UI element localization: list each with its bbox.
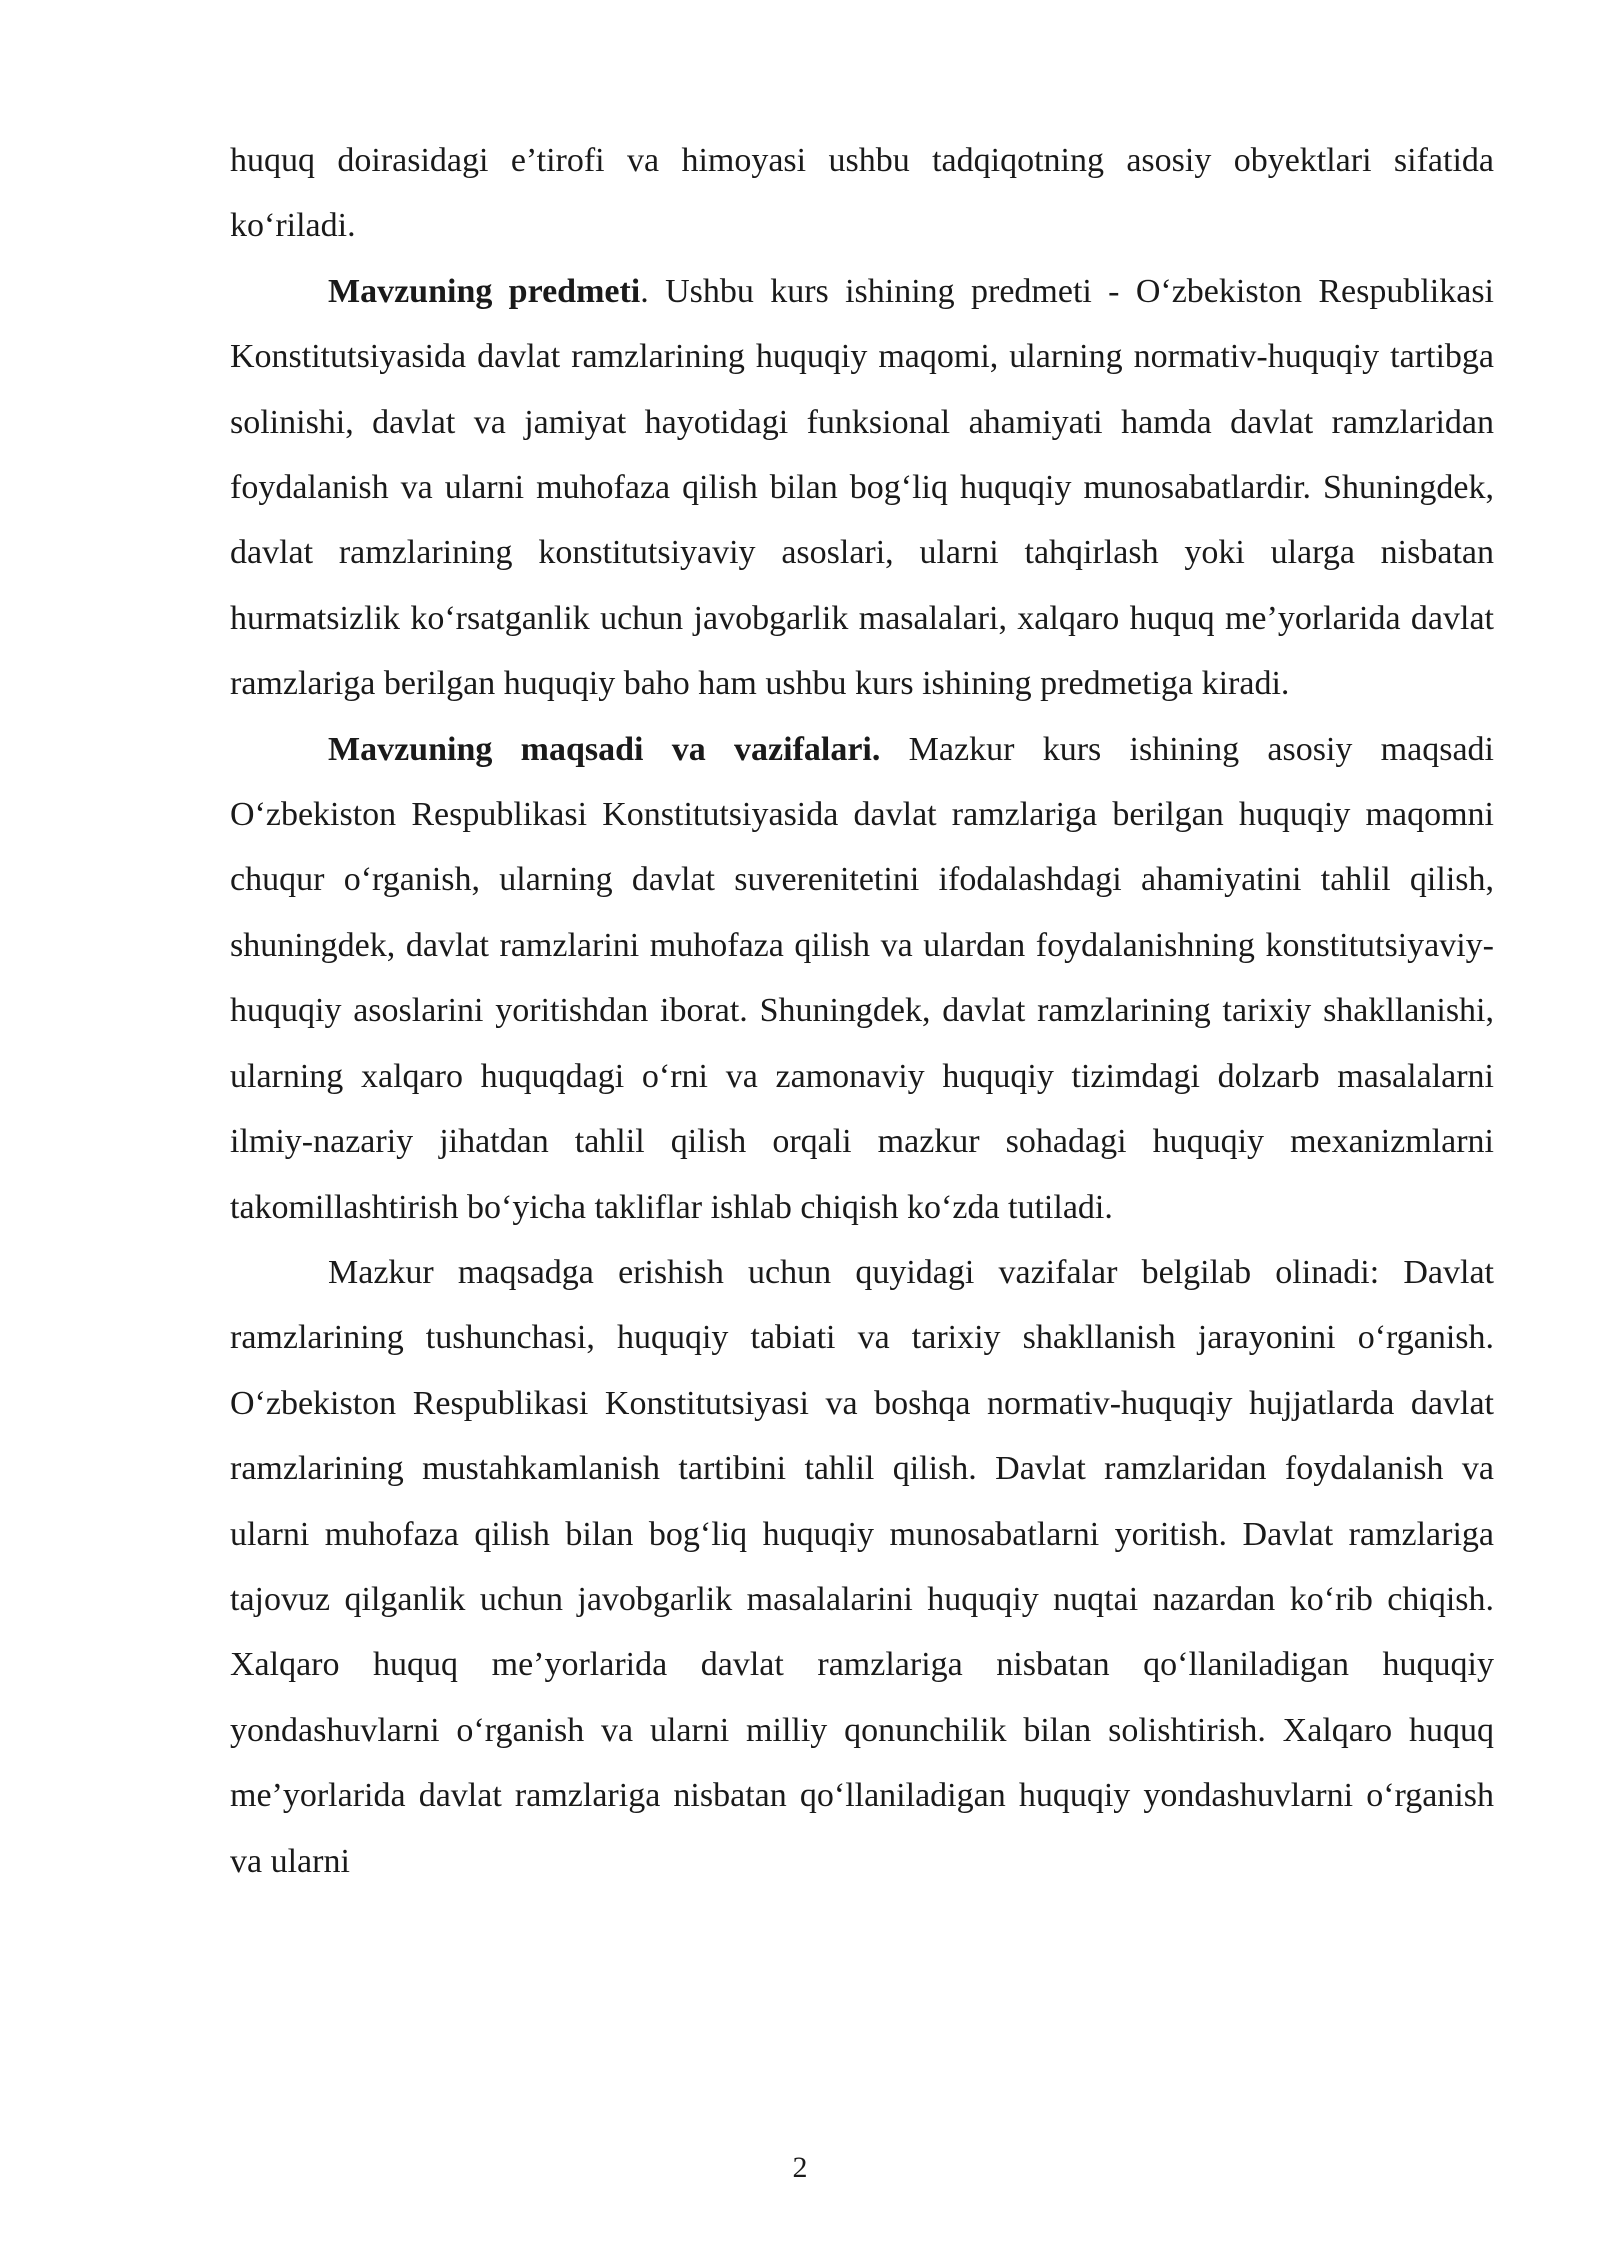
paragraph-text: Mazkur kurs ishining asosiy maqsadi O‘zbekiston Respublikasi Konstitutsiyasida davlat ramzlariga berilgan huquqiy maqomni chuqur o‘rganish, ularning davlat suverenitetini ifodalashdagi ahamiyatini tahlil qilish, shuningdek, davlat ramzlarini muhofaza qilish va ulardan foydalanishning konstitutsiyaviy-huquqiy asoslarini yoritishdan iborat. Shuningdek, davlat ramzlarining tarixiy shakllanishi, ularning xalqaro huquqdagi o‘rni va zamonaviy huquqiy tizimdagi dolzarb masalalarni ilmiy-nazariy jihatdan tahlil qilish orqali mazkur sohadagi huquqiy mexanizmlarni takomillashtirish bo‘yicha takliflar ishlab chiqish ko‘zda tutiladi. xyxy=(230,730,1494,1226)
paragraph-tasks xyxy=(230,1240,1494,1894)
paragraph-subject xyxy=(230,259,1494,717)
paragraph-text: huquq doirasidagi e’tirofi va himoyasi ushbu tadqiqotning asosiy obyektlari sifatida ko‘riladi. xyxy=(230,142,1494,245)
paragraph-goals xyxy=(230,717,1494,1240)
page-body xyxy=(230,128,1494,1894)
section-heading-subject: Mavzuning predmeti xyxy=(328,272,641,310)
section-heading-goals: Mavzuning maqsadi va vazifalari. xyxy=(328,730,881,768)
paragraph-text: Mazkur maqsadga erishish uchun quyidagi vazifalar belgilab olinadi: Davlat ramzlarining tushunchasi, huquqiy tabiati va tarixiy shakllanish jarayonini o‘rganish. O‘zbekiston Respublikasi Konstitutsiyasi va boshqa normativ-huquqiy hujjatlarda davlat ramzlarining mustahkamlanish tartibini tahlil qilish. Davlat ramzlaridan foydalanish va ularni muhofaza qilish bilan bog‘liq huquqiy munosabatlarni yoritish. Davlat ramzlariga tajovuz qilganlik uchun javobgarlik masalalarini huquqiy nuqtai nazardan ko‘rib chiqish. Xalqaro huquq me’yorlarida davlat ramzlariga nisbatan qo‘llaniladigan huquqiy yondashuvlarni o‘rganish va ularni milliy qonunchilik bilan solishtirish. Xalqaro huquq me’yorlarida davlat ramzlariga nisbatan qo‘llaniladigan huquqiy yondashuvlarni o‘rganish va ularni xyxy=(230,1253,1494,1880)
page-number: 2 xyxy=(792,2151,808,2184)
paragraph-text: . Ushbu kurs ishining predmeti - O‘zbekiston Respublikasi Konstitutsiyasida davlat ramzlarining huquqiy maqomi, ularning normativ-huquqiy tartibga solinishi, davlat va jamiyat hayotidagi funksional ahamiyati hamda davlat ramzlaridan foydalanish va ularni muhofaza qilish bilan bog‘liq huquqiy munosabatlardir. Shuningdek, davlat ramzlarining konstitutsiyaviy asoslari, ularni tahqirlash yoki ularga nisbatan hurmatsizlik ko‘rsatganlik uchun javobgarlik masalalari, xalqaro huquq me’yorlarida davlat ramzlariga berilgan huquqiy baho ham ushbu kurs ishining predmetiga kiradi. xyxy=(230,272,1494,703)
paragraph-continuation xyxy=(230,128,1494,259)
